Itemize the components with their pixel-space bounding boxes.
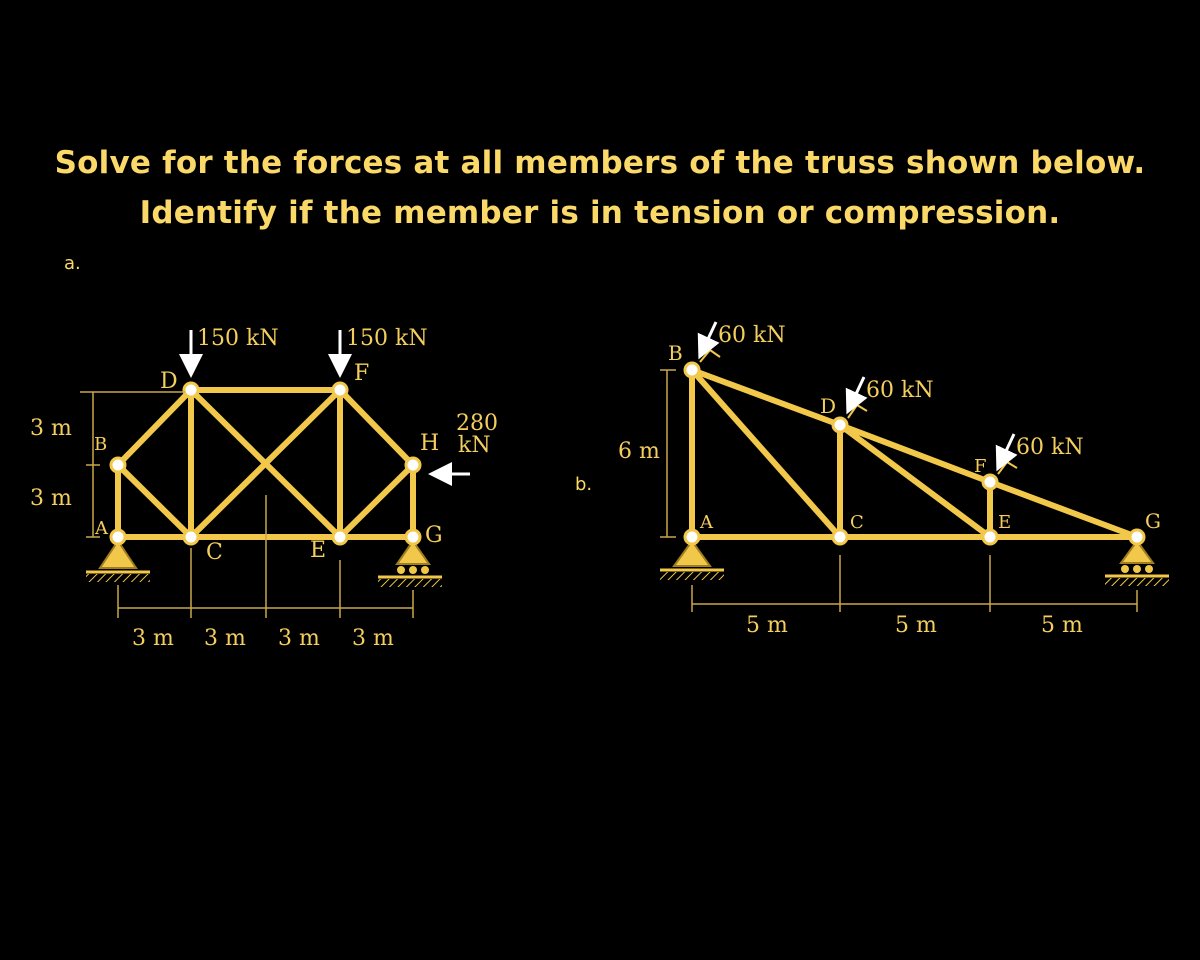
node-label-b-C: C — [850, 512, 864, 533]
node-b-F — [983, 475, 997, 489]
member-FH — [340, 390, 413, 465]
part-a-label: a. — [64, 253, 81, 274]
node-a-F — [333, 383, 347, 397]
node-b-G — [1130, 530, 1144, 544]
dim-b-span-2: 5 m — [895, 613, 937, 638]
node-a-D — [184, 383, 198, 397]
node-b-D — [833, 418, 847, 432]
node-label-a-B: B — [94, 434, 108, 455]
load-label-D: 150 kN — [197, 326, 279, 351]
load-label-F: 150 kN — [346, 326, 428, 351]
node-label-b-G: G — [1145, 509, 1161, 533]
node-b-E — [983, 530, 997, 544]
node-b-B — [685, 363, 699, 377]
truss-a-pin-support-A — [86, 541, 150, 582]
node-a-B — [111, 458, 125, 472]
node-b-C — [833, 530, 847, 544]
load-label-b-D: 60 kN — [866, 378, 934, 403]
member-EH — [340, 465, 413, 537]
dim-b-span-3: 5 m — [1041, 613, 1083, 638]
node-a-C — [184, 530, 198, 544]
member-BC — [118, 465, 191, 537]
problem-statement-line-1: Solve for the forces at all members of the truss shown below. — [54, 145, 1146, 181]
member-BD — [118, 390, 191, 465]
node-label-b-B: B — [668, 341, 683, 365]
load-arrow-b-B — [701, 322, 716, 354]
load-label-H-line2: kN — [458, 433, 491, 458]
dim-a-span-4: 3 m — [352, 626, 394, 651]
part-b-label: b. — [575, 474, 593, 495]
truss-b-roller-support-G — [1105, 541, 1169, 586]
node-label-a-H: H — [420, 431, 440, 456]
node-a-G — [406, 530, 420, 544]
node-a-A — [111, 530, 125, 544]
node-a-E — [333, 530, 347, 544]
node-label-a-F: F — [354, 361, 370, 386]
load-label-b-B: 60 kN — [718, 323, 786, 348]
load-label-H-line1: 280 — [456, 411, 498, 436]
node-a-H — [406, 458, 420, 472]
member-DF-b — [840, 425, 990, 482]
dim-b-span-1: 5 m — [746, 613, 788, 638]
truss-a-dimensions — [80, 392, 413, 618]
member-FG-b — [990, 482, 1137, 537]
node-label-b-D: D — [820, 394, 837, 418]
node-label-a-A: A — [95, 518, 108, 539]
load-label-b-F: 60 kN — [1016, 435, 1084, 460]
node-label-b-E: E — [998, 512, 1012, 533]
truss-b-dimensions — [660, 370, 1137, 612]
dim-b-height: 6 m — [618, 439, 660, 464]
node-label-b-A: A — [700, 512, 713, 533]
problem-statement-line-2: Identify if the member is in tension or compression. — [139, 195, 1061, 231]
node-label-b-F: F — [974, 456, 987, 477]
node-b-A — [685, 530, 699, 544]
node-label-a-G: G — [425, 523, 443, 548]
dim-a-vertical-top: 3 m — [30, 416, 72, 441]
dim-a-span-3: 3 m — [278, 626, 320, 651]
dim-a-span-2: 3 m — [204, 626, 246, 651]
dim-a-span-1: 3 m — [132, 626, 174, 651]
node-label-a-C: C — [206, 540, 223, 565]
truss-b-load-angle-marks — [700, 350, 1017, 474]
truss-b-pin-support-A — [660, 541, 724, 580]
dim-a-vertical-bottom: 3 m — [30, 486, 72, 511]
node-label-a-D: D — [160, 369, 178, 394]
node-label-a-E: E — [310, 538, 327, 563]
